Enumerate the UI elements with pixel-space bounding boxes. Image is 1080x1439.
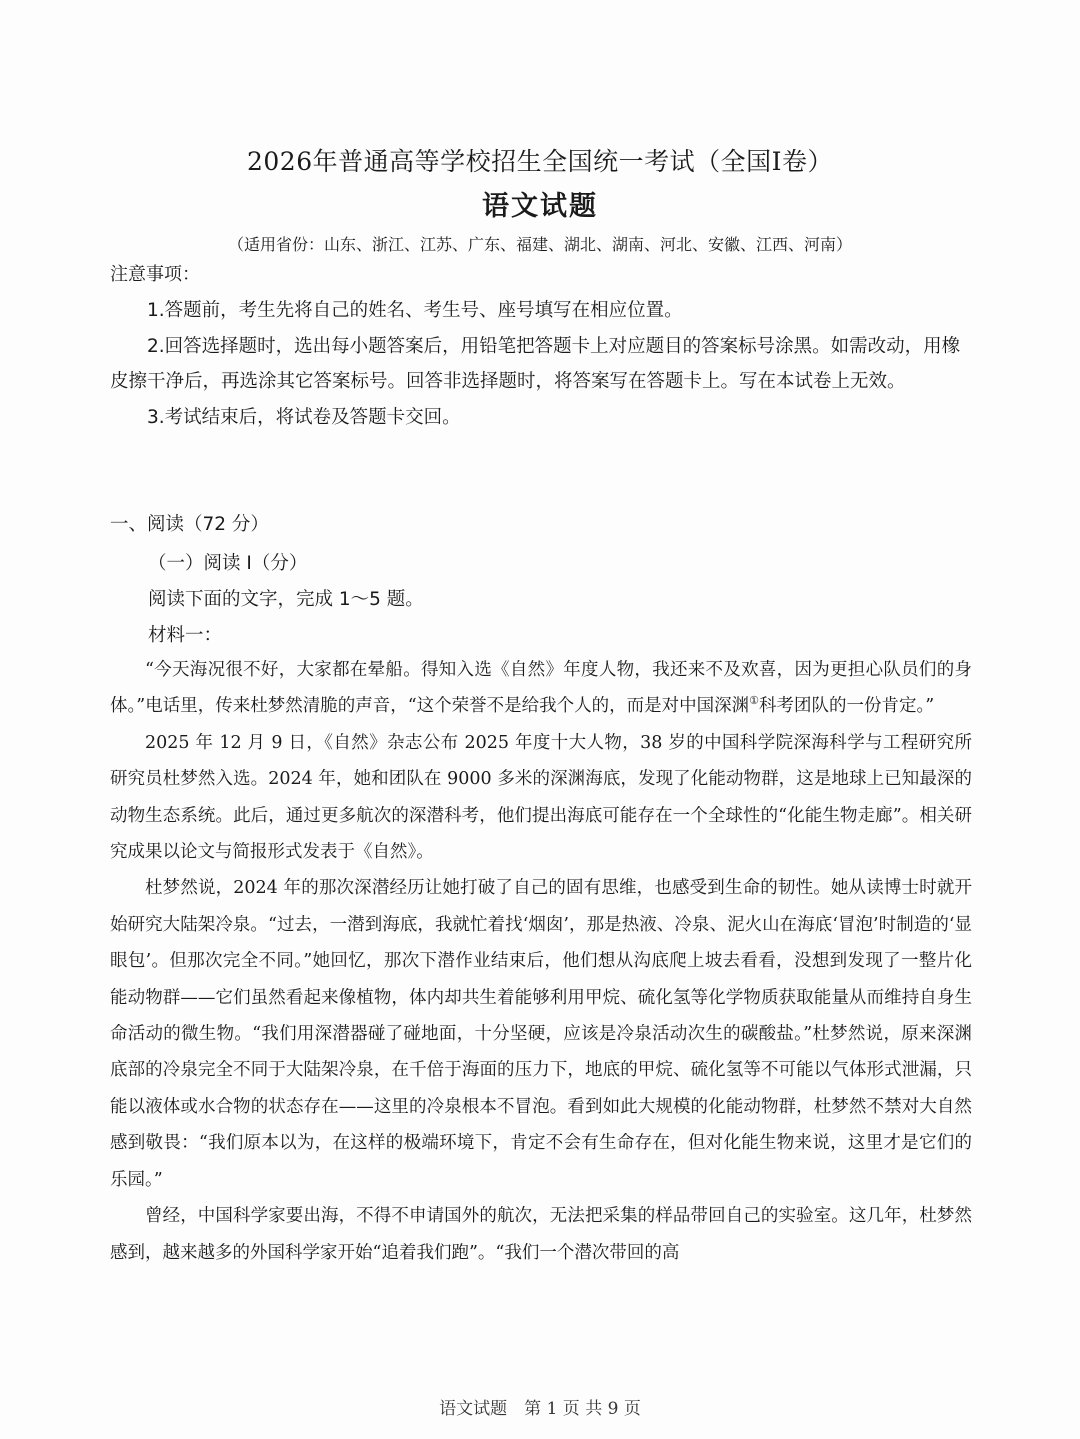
passage-paragraph-3: 杜梦然说，2024 年的那次深潜经历让她打破了自己的固有思维，也感受到生命的韧性。她从读博士时就开始研究大陆架冷泉。“过去，一潜到海底，我就忙着找‘烟囱’，那是热液、冷泉、泥火山在海底‘冒泡’时制造的‘显眼包’。但那次完全不同。”她回忆，那次下潜作业结束后，他们想从沟底爬上坡去看看，没想到发现了一整片化能动物群——它们虽然看起来像植物，体内却共生着能够利用甲烷、硫化氢等化学物质获取能量从而维持自身生命活动的微生物。“我们用深潜器碰了碰地面，十分坚硬，应该是冷泉活动次生的碳酸盐。”杜梦然说，原来深渊底部的冷泉完全不同于大陆架冷泉，在千倍于海面的压力下，地底的甲烷、硫化氢等不可能以气体形式泄漏，只能以液体或水合物的状态存在——这里的冷泉根本不冒泡。看到如此大规模的化能动物群，杜梦然不禁对大自然感到敬畏：“我们原本以为，在这样的极端环境下，肯定不会有生命存在，但对化能生物来说，这里才是它们的乐园。” — [110, 878, 972, 1190]
passage-paragraph-4: 曾经，中国科学家要出海，不得不申请国外的航次，无法把采集的样品带回自己的实验室。这几年，杜梦然感到，越来越多的外国科学家开始“追着我们跑”。“我们一个潜次带回的高 — [110, 1206, 972, 1263]
passage-paragraph-2: 2025 年 12 月 9 日，《自然》杂志公布 2025 年度十大人物，38 岁的中国科学院深海科学与工程研究所研究员杜梦然入选。2024 年，她和团队在 9000 多米的深渊海底，发现了化能动物群，这是地球上已知最深的动物生态系统。此后，通过更多航次的深潜科考，他们提出海底可能存在一个全球性的“化能生物走廊”。相关研究成果以论文与简报形式发表于《自然》。 — [110, 732, 972, 863]
section-heading: 一、阅读（72 分） — [110, 514, 269, 535]
notice-item-2: 2.回答选择题时，选出每小题答案后，用铅笔把答题卡上对应题目的答案标号涂黑。如需改动，用橡皮擦干净后，再选涂其它答案标号。回答非选择题时，将答案写在答题卡上。写在本试卷上无效。 — [110, 335, 961, 392]
passage-paragraph-1-tail: 科考团队的一份肯定。” — [759, 696, 935, 717]
notice-list — [110, 293, 972, 435]
reading-subsection — [148, 546, 424, 654]
subsection-heading: （一）阅读 I（分） — [148, 553, 308, 574]
page-footer: 语文试题 第 1 页 共 9 页 — [439, 1399, 641, 1419]
passage-paragraph-1 — [110, 652, 972, 725]
subject-title: 语文试题 — [482, 191, 598, 222]
exam-header-title: 2026年普通高等学校招生全国统一考试（全国Ⅰ卷） — [246, 147, 833, 176]
notice-item-3: 3.考试结束后，将试卷及答题卡交回。 — [147, 406, 461, 428]
reading-passage — [110, 652, 972, 1271]
material-label: 材料一： — [148, 625, 223, 646]
footnote-mark: ① — [749, 694, 760, 708]
reading-instruction: 阅读下面的文字，完成 1～5 题。 — [148, 589, 424, 610]
notice-item-1: 1.答题前，考生先将自己的姓名、考生号、座号填写在相应位置。 — [147, 300, 683, 321]
applicable-provinces: （适用省份：山东、浙江、江苏、广东、福建、湖北、湖南、河北、安徽、江西、河南） — [227, 235, 852, 254]
notice-heading: 注意事项： — [110, 264, 200, 285]
passage-paragraph-1-text: “今天海况很不好，大家都在晕船。得知入选《自然》年度人物，我还来不及欢喜，因为更担心队员们的身体。”电话里，传来杜梦然清脆的声音，“这个荣誉不是给我个人的，而是对中国深渊 — [110, 660, 972, 717]
